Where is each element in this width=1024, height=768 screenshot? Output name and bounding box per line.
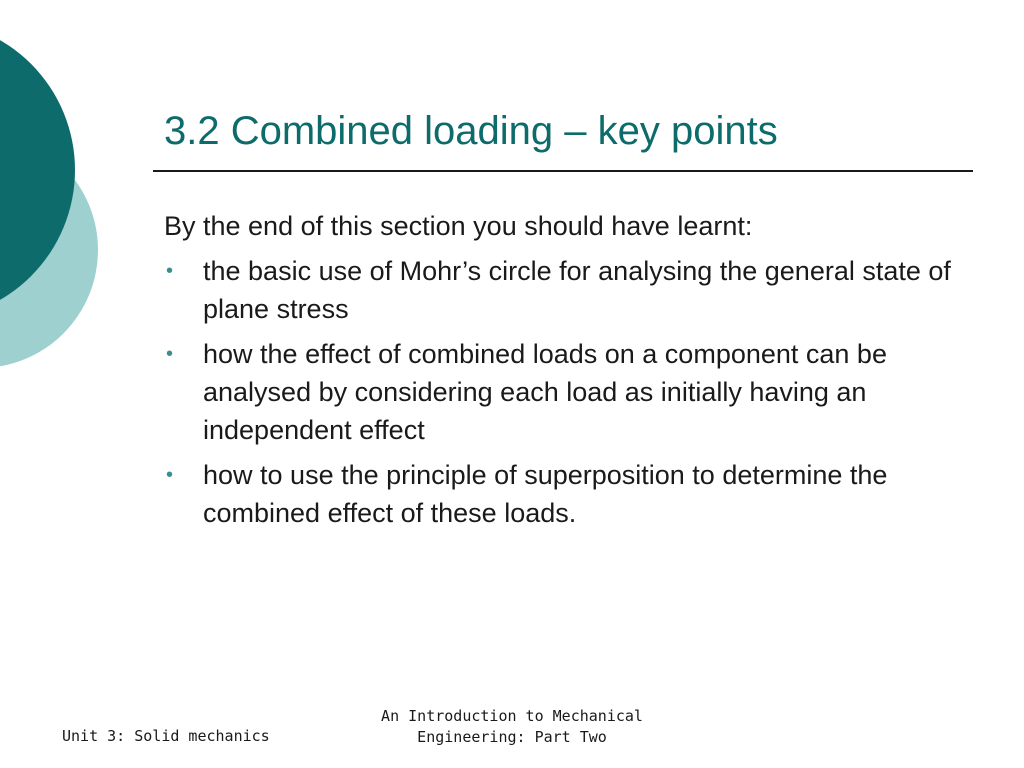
footer-course-title: [362, 706, 662, 748]
bullet-item: [164, 456, 974, 532]
footer-course-line-1: An Introduction to Mechanical: [381, 707, 643, 725]
intro-text: By the end of this section you should have learnt:: [164, 211, 753, 241]
slide-body: [164, 207, 974, 539]
footer-course-line-2: Engineering: Part Two: [417, 728, 607, 746]
bullet-text: how the effect of combined loads on a component can be analysed by considering each load as initially having an independent effect: [203, 339, 887, 445]
title-divider: [153, 170, 973, 172]
bullet-text: the basic use of Mohr’s circle for analysing the general state of plane stress: [203, 256, 951, 324]
bullet-marker: •: [166, 464, 174, 486]
decorative-circles: [0, 0, 110, 420]
bullet-marker: •: [166, 260, 174, 282]
footer-unit: Unit 3: Solid mechanics: [62, 727, 270, 745]
bullet-text: how to use the principle of superposition to determine the combined effect of these loads.: [203, 460, 888, 528]
bullet-marker: •: [166, 343, 174, 365]
bullet-item: [164, 335, 974, 449]
slide-title: 3.2 Combined loading – key points: [164, 109, 778, 153]
bullet-list: [164, 252, 974, 532]
bullet-item: [164, 252, 974, 328]
